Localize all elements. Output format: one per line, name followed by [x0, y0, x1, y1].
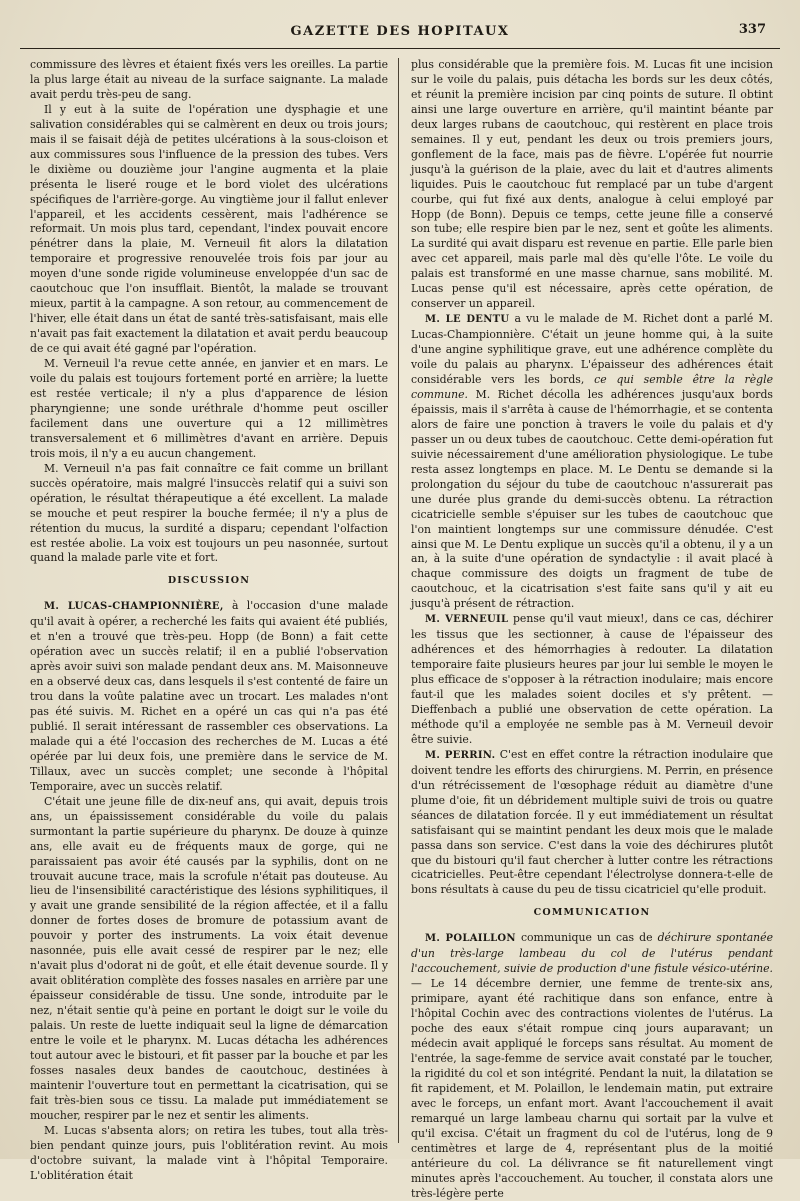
paragraph-text: C'est en effet contre la rétraction inodulaire que doivent tendre les efforts des chirurgiens. M. Perrin, en présence d'un rétrécissement de l'œsophage réduit au diamètre d'une plume d'oie, fit un débridement multiple suivi de trois ou quatre séances de dilatation forcée. Il y eut immédiatement un résultat satisfaisant qui se maintint pendant les deux mois que le malade passa dans son service. C'est dans la voie des déchirures plutôt que du bistouri qu'il faut chercher à lutter contre les rétractions cicatricielles. Peut-être cependant l'électrolyse donnera-t-elle de bons résultats à cause du peu de tissu cicatriciel qu'elle produit.	[411, 747, 773, 897]
paragraph-text: communique un cas de	[515, 931, 658, 945]
right-column	[411, 58, 773, 1200]
paragraph-text: — Le 14 décembre dernier, une femme de trente-six ans, primipare, ayant été rachitique dans son enfance, entre à l'hôpital Cochin avec des contractions violentes de l'utérus. La poche des eaux s'était rompue cinq jours auparavant; un médecin avait appliqué le forceps sans résultat. Au moment de l'entrée, la sage-femme de service avait constaté par le toucher, la rigidité du col et son intégrité. Pendant la nuit, la dilatation se fit rapidement, et M. Polaillon, le lendemain matin, put extraire avec le forceps, un enfant mort. Avant l'accouchement il avait remarqué un large lambeau charnu qui sortait par la vulve et qu'il excisa. C'était un fragment du col de l'utérus, long de 9 centimètres et large de 4, représentant plus de la moitié antérieure du col. La délivrance se fit naturellement vingt minutes après l'accouchement. Au toucher, il constata alors une très-légère perte	[411, 977, 773, 1200]
paragraph	[411, 312, 773, 612]
speaker-name: M. VERNEUIL	[425, 614, 509, 626]
speaker-name: M. LUCAS-CHAMPIONNIÈRE,	[44, 601, 224, 613]
paragraph: M. Verneuil n'a pas fait connaître ce fait comme un brillant succès opératoire, mais malgré l'insuccès relatif qui a suivi son opération, le résultat thérapeutique a été excellent. La malade se mouche et peut respirer la bouche fermée; il n'y a plus de rétention du mucus, la surdité a disparu; cependant l'olfaction est restée abolie. La voix est toujours un peu nasonnée, surtout quand la malade parle vite et fort.	[30, 461, 388, 565]
italic-text: ce qui semble être la règle commune.	[411, 373, 773, 401]
section-heading-communication: COMMUNICATION	[533, 907, 651, 919]
speaker-name: M. POLAILLON	[425, 933, 516, 945]
column-divider	[398, 58, 399, 1143]
paragraph: plus considérable que la première fois. M. Lucas fit une incision sur le voile du palais, puis détacha les bords sur les deux côtés, et réunit la première incision par cinq points de suture. Il obtint ainsi une large ouverture en arrière, qu'il maintint béante par deux larges rubans de caoutchouc, qui restèrent en place trois semaines. Il y eut, pendant les deux ou trois premiers jours, gonflement de la face, mais pas de fièvre. L'opérée fut nourrie jusqu'à la guérison de la plaie, avec du lait et d'autres aliments liquides. Puis le caoutchouc fut remplacé par un tube d'argent courbe, qui fut fixé aux dents, analogue à celui employé par Hopp (de Bonn). Depuis ce temps, cette jeune fille a conservé son tube; elle respire bien par le nez, sent et goûte les aliments. La surdité qui avait disparu est revenue en partie. Elle parle bien avec cet appareil, mais parle mal dès qu'elle l'ôte. Le voile du palais est transformé en une masse charnue, sans mobilité. M. Lucas pense qu'il est nécessaire, après cette opération, de conserver un appareil.	[411, 58, 773, 311]
left-column	[30, 58, 388, 1182]
paragraph-text: pense qu'il vaut mieux!, dans ce cas, déchirer les tissus que les sectionner, à cause de l'épaisseur des adhérences et des hémorrhagies à redouter. La dilatation temporaire faite plusieurs heures par jour lui semble le moyen le plus efficace de s'opposer à la rétraction inodulaire; mais encore faut-il que les malades soient dociles et s'y prêtent. — Dieffenbach a publié une observation de cette opération. La méthode qu'il a employée ne semble pas à M. Verneuil devoir être suivie.	[411, 612, 773, 746]
paragraph: M. Verneuil l'a revue cette année, en janvier et en mars. Le voile du palais est toujours fortement porté en arrière; la luette est restée verticale; il n'y a plus d'apparence de lésion pharyngienne; une sonde uréthrale d'homme peut osciller facilement dans une ouverture qui a 12 millimètres transversalement et 6 millimètres d'avant en arrière. Depuis trois mois, il n'y a eu aucun changement.	[30, 357, 388, 460]
speaker-name: M. PERRIN.	[425, 749, 496, 761]
paragraph: commissure des lèvres et étaient fixés vers les oreilles. La partie la plus large était au niveau de la surface saignante. La malade avait perdu très-peu de sang.	[30, 58, 388, 101]
speaker-name: M. LE DENTU	[425, 314, 510, 326]
paragraph-text: a vu le malade de M. Richet dont a parlé M. Lucas-Championnière. C'était un jeune homme qui, à la suite d'une angine syphilitique grave, eut une adhérence complète du voile du palais au pharynx. L'épaisseur des adhérences était considérable vers les bords,	[411, 312, 773, 387]
section-heading-discussion: DISCUSSION	[167, 575, 251, 587]
paragraph: Il y eut à la suite de l'opération une dysphagie et une salivation considérables qui se calmèrent en deux ou trois jours; mais il se faisait déjà de petites ulcérations à la sous-cloison et aux commissures sous l'influence de la pression des tubes. Vers le dixième ou douzième jour l'angine augmenta et la plaie présenta le liseré rouge et le bord violet des ulcérations spécifiques de l'arrière-gorge. Au vingtième jour il fallut enlever l'appareil, et les accidents cessèrent, mais l'adhérence se reformait. Un mois plus tard, cependant, l'index pouvait encore pénétrer dans la plaie, M. Verneuil fit alors la dilatation temporaire et progressive renouvelée trois fois par jour au moyen d'une sonde rigide volumineuse enveloppée d'un sac de caoutchouc que l'on insufflait. Bientôt, la malade se trouvant mieux, partit à la campagne. A son retour, au commencement de l'hiver, elle était dans un état de santé très-satisfaisant, mais elle n'avait pas fait exactement la dilatation et avait perdu beaucoup de ce qui avait été gagné par l'opération.	[30, 102, 388, 356]
paragraph	[411, 612, 773, 748]
italic-text: déchirure spontanée d'un très-large lambeau du col de l'utérus pendant l'accouchement, suivie de production d'une fistule vésico-utérine.	[411, 931, 773, 976]
paragraph	[30, 599, 388, 794]
paragraph: M. Lucas s'absenta alors; on retira les tubes, tout alla très-bien pendant quinze jours, puis l'oblitération revint. Au mois d'octobre suivant, la malade vint à l'hôpital Temporaire. L'oblitération était	[30, 1123, 388, 1182]
page-header	[20, 18, 780, 44]
paragraph	[411, 748, 773, 899]
paragraph: C'était une jeune fille de dix-neuf ans, qui avait, depuis trois ans, un épaississement considérable du voile du palais surmontant la partie supérieure du pharynx. De douze à quinze ans, elle avait eu de fréquents maux de gorge, qui ne paraissaient pas avoir été causés par la syphilis, dont on ne trouvait aucune trace, mais la scrofule n'était pas douteuse. Au lieu de l'insensibilité caractéristique des lésions syphilitiques, il y avait une grande sensibilité de la région affectée, et il a fallu donner de fortes doses de bromure de potassium avant de pouvoir y porter des instruments. La voix était devenue nasonnée, puis elle avait cessé de respirer par le nez; elle n'avait plus d'odorat ni de goût, et elle était devenue sourde. Il y avait oblitération complète des fosses nasales en arrière par une épaisseur considérable de tissu. Une sonde, introduite par le nez, n'était sentie qu'à peine en portant le doigt sur le voile du palais. Un reste de luette indiquait seul la ligne de démarcation entre le voile et le pharynx. M. Lucas détacha les adhérences tout autour avec le bistouri, et fit passer par la bouche et par les fosses nasales deux bandes de caoutchouc, destinées à maintenir l'ouverture tout en permettant la cicatrisation, qui se fait très-bien sous ce tissu. La malade put immédiatement se moucher, respirer par le nez et sentir les aliments.	[30, 794, 388, 1122]
paragraph-text: à l'occasion d'une malade qu'il avait à opérer, a recherché les faits qui avaient été publiés, et n'en a trouvé que très-peu. Hopp (de Bonn) a fait cette opération avec un succès relatif; il en a publié l'observation après avoir suivi son malade pendant deux ans. M. Maisonneuve en a observé deux cas, dans lesquels il s'est contenté de faire un trou dans la voûte palatine avec un trocart. Les malades n'ont pas été suivis. M. Richet en a opéré un cas qui n'a pas été publié. Il serait intéressant de rassembler ces observations. La malade qui a été l'occasion des recherches de M. Lucas a été opérée par lui deux fois, une première dans le service de M. Tillaux, avec un succès complet; une seconde à l'hôpital Temporaire, avec un succès relatif.	[30, 599, 388, 793]
paragraph	[411, 931, 773, 1201]
page-number: 337	[738, 22, 766, 37]
header-rule	[20, 48, 780, 49]
journal-title: GAZETTE DES HOPITAUX	[290, 24, 510, 39]
paragraph-text: M. Richet décolla les adhérences jusqu'aux bords épaissis, mais il s'arrêta à cause de l'hémorrhagie, et se contenta alors de faire une ponction à travers le voile du palais et d'y passer un ou deux tubes de caoutchouc. Cette demi-opération fut suivie nécessairement d'une amélioration physiologique. Le tube resta assez longtemps en place. M. Le Dentu se demande si la prolongation du séjour du tube de caoutchouc n'assurerait pas une durée plus grande du demi-succès obtenu. La rétraction cicatricielle semble s'épuiser sur les tubes de caoutchouc que l'on maintient longtemps sur une commissure dénudée. C'est ainsi que M. Le Dentu explique un succès qu'il a obtenu, il y a un an, à la suite d'une opération de syndactylie : il avait placé à chaque commissure des doigts un fragment de tube de caoutchouc, et la cicatrisation s'est faite sans qu'il y ait eu jusqu'à présent de rétraction.	[411, 387, 773, 611]
